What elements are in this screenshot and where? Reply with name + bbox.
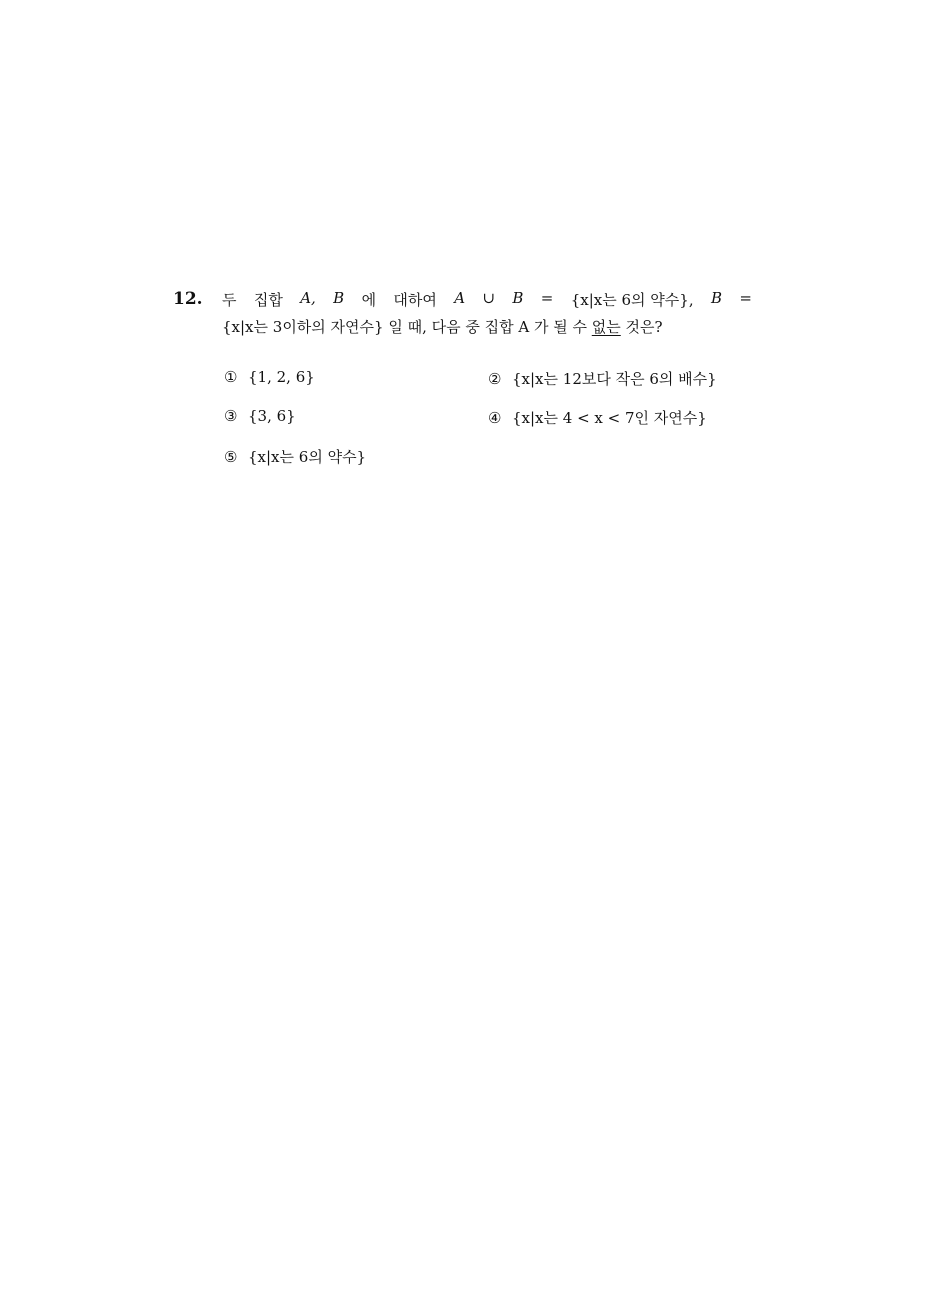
stem-underlined-word: 없는 — [591, 318, 621, 336]
stem-word: 두 — [222, 291, 237, 309]
question-stem-line-1 — [222, 289, 752, 310]
choice-marker: ③ — [224, 407, 238, 425]
stem-text: {x|x는 3이하의 자연수} 일 때, 다음 중 집합 A 가 될 수 — [222, 318, 592, 336]
question-stem-line-2 — [222, 316, 663, 337]
stem-word: 에 — [361, 291, 377, 309]
choice-marker: ④ — [488, 409, 502, 427]
choice-5[interactable] — [224, 446, 366, 467]
choice-text: {x|x는 6의 약수} — [248, 448, 367, 466]
stem-math: = — [739, 289, 752, 307]
stem-math: = — [540, 289, 554, 307]
stem-math: B — [710, 289, 722, 307]
choice-text: {1, 2, 6} — [248, 368, 315, 386]
choice-marker: ② — [488, 370, 502, 388]
stem-math: ∪ — [482, 289, 496, 307]
choice-4[interactable] — [488, 407, 707, 428]
question-number: 12. — [173, 289, 203, 309]
choice-marker: ⑤ — [224, 448, 238, 466]
choice-text: {x|x는 4 < x < 7인 자연수} — [512, 409, 707, 427]
choice-text: {x|x는 12보다 작은 6의 배수} — [512, 370, 717, 388]
choice-3[interactable] — [224, 407, 296, 425]
stem-word: 집합 — [253, 291, 283, 309]
stem-math: A, — [300, 289, 316, 307]
stem-word: 대하여 — [393, 291, 437, 309]
choice-2[interactable] — [488, 368, 717, 389]
stem-math: A — [454, 289, 466, 307]
stem-math: B — [512, 289, 524, 307]
choice-text: {3, 6} — [248, 407, 296, 425]
stem-text: 것은? — [620, 318, 663, 336]
stem-math: B — [333, 289, 345, 307]
choice-marker: ① — [224, 368, 238, 386]
stem-set-expression: {x|x는 6의 약수}, — [570, 291, 694, 309]
choice-1[interactable] — [224, 368, 315, 386]
